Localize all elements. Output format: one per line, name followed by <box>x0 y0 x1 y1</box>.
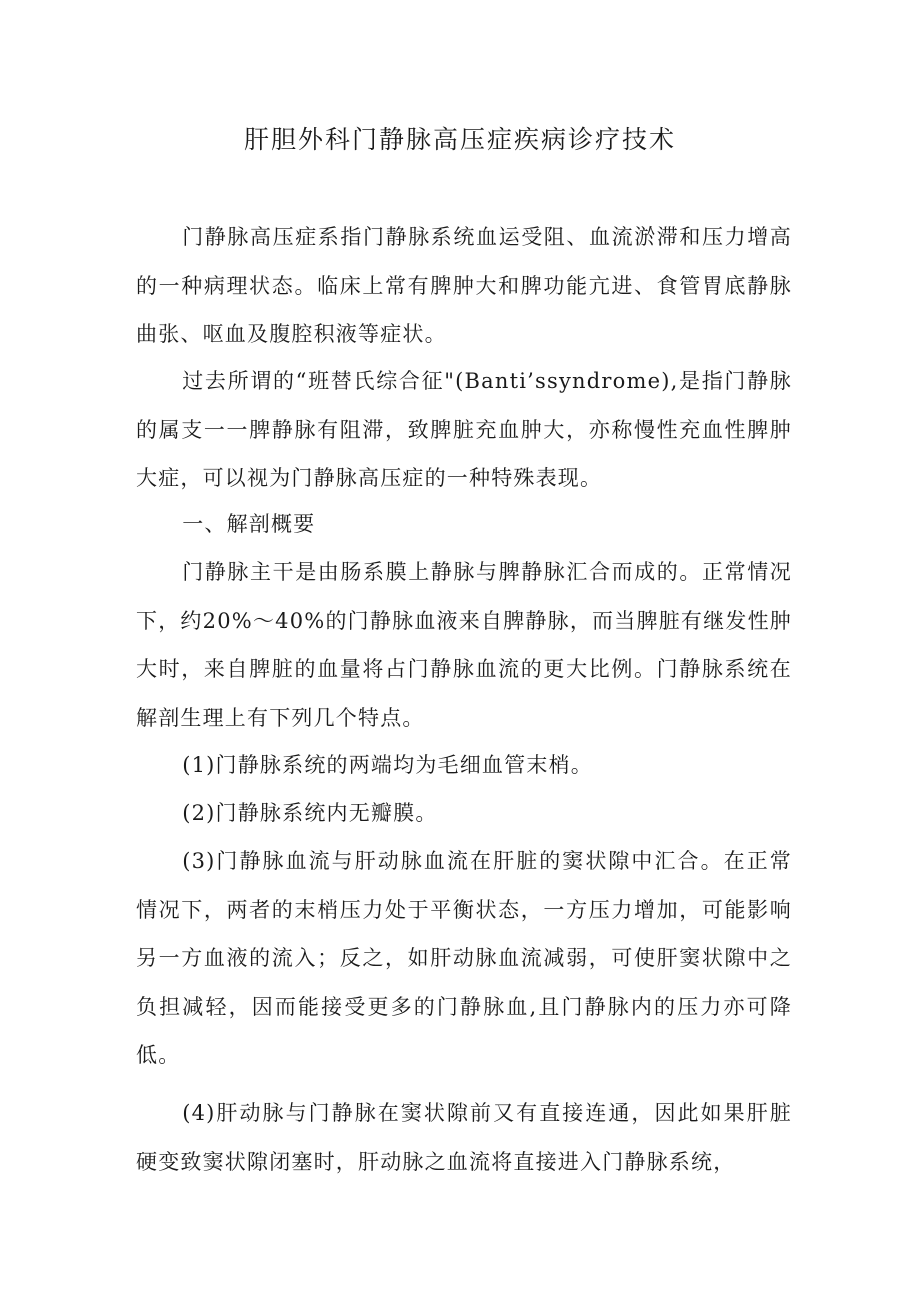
paragraph-definition: 门静脉高压症系指门静脉系统血运受阻、血流淤滞和压力增高的一种病理状态。临床上常有脾肿大和脾功能亢进、食管胃底静脉曲张、呕血及腹腔积液等症状。 <box>136 225 792 346</box>
list-item-3: (3)门静脉血流与肝动脉血流在肝脏的窦状隙中汇合。在正常情况下，两者的末梢压力处于平衡状态，一方压力增加，可能影响另一方血液的流入；反之，如肝动脉血流减弱，可使肝窦状隙中之负担减轻，因而能接受更多的门静脉血,且门静脉内的压力亦可降低。 <box>136 849 792 1067</box>
section-heading-anatomy: 一、解剖概要 <box>182 512 316 536</box>
list-item-4: (4)肝动脉与门静脉在窦状隙前又有直接连通，因此如果肝脏硬变致窦状隙闭塞时，肝动脉之血流将直接进入门静脉系统， <box>136 1101 792 1174</box>
paragraph-banti-syndrome: 过去所谓的“班替氏综合征"(Banti’ssyndrome),是指门静脉的属支一一脾静脉有阻滞，致脾脏充血肿大，亦称慢性充血性脾肿大症，可以视为门静脉高压症的一种特殊表现。 <box>136 369 792 490</box>
paragraph-anatomy-overview: 门静脉主干是由肠系膜上静脉与脾静脉汇合而成的。正常情况下，约20%～40%的门静脉血液来自脾静脉，而当脾脏有继发性肿大时，来自脾脏的血量将占门静脉血流的更大比例。门静脉系统在解剖生理上有下列几个特点。 <box>136 560 792 730</box>
document-title: 肝胆外科门静脉高压症疾病诊疗技术 <box>243 125 676 154</box>
list-item-2: (2)门静脉系统内无瓣膜。 <box>182 801 438 825</box>
list-item-1: (1)门静脉系统的两端均为毛细血管末梢。 <box>182 753 593 777</box>
